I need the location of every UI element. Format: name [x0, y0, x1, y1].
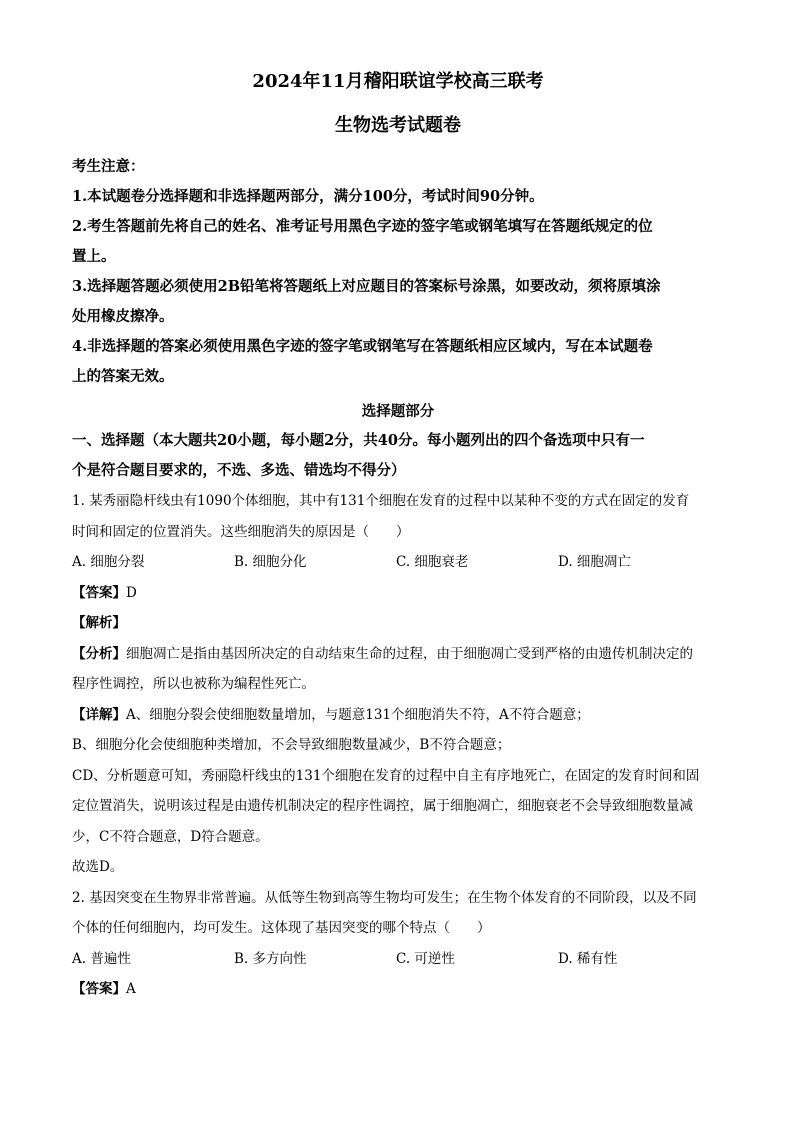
notice-heading: 考生注意： [72, 158, 145, 175]
section-instructions: 一、选择题（本大题共20小题，每小题2分，共40分。每小题列出的四个备选项中只有一 [72, 432, 645, 449]
question-options [72, 944, 724, 975]
section-title: 选择题部分 [361, 403, 435, 420]
analysis-tag: 【解析】 [72, 615, 126, 631]
answer-value: A [126, 981, 136, 997]
answer-tag: 【答案】 [72, 584, 126, 601]
option-c: C. 可逆性 [396, 950, 455, 967]
option-d: D. 细胞凋亡 [558, 554, 631, 570]
fenxi-tag: 【分析】 [72, 645, 126, 662]
notice-block [72, 152, 724, 392]
xiangjie-text: A、细胞分裂会使细胞数量增加，与题意131个细胞消失不符，A不符合题意； [126, 706, 590, 723]
xiangjie-text: CD、分析题意可知，秀丽隐杆线虫的131个细胞在发育的过程中自主有序地死亡，在固定的发育时间和固 [72, 767, 700, 784]
option-a: A. 细胞分裂 [72, 554, 145, 570]
option-a: A. 普遍性 [72, 950, 131, 967]
option-c: C. 细胞衰老 [396, 554, 469, 570]
notice-line: 1.本试题卷分选择题和非选择题两部分，满分100分，考试时间90分钟。 [72, 188, 544, 205]
xiangjie-text: B、细胞分化会使细胞种类增加，不会导致细胞数量减少，B不符合题意； [72, 737, 511, 753]
notice-line: 2.考生答题前先将自己的姓名、准考证号用黑色字迹的签字笔或钢笔填写在答题纸规定的位 [72, 218, 653, 235]
exam-title: 2024年11月稽阳联谊学校高三联考 [252, 71, 544, 92]
notice-line: 置上。 [72, 248, 116, 265]
fenxi-line [72, 639, 724, 670]
question-1 [72, 486, 724, 883]
question-options [72, 547, 724, 578]
answer-value: D [126, 584, 137, 601]
option-d: D. 稀有性 [558, 950, 618, 967]
exam-page [72, 66, 724, 1005]
notice-line: 上的答案无效。 [72, 368, 174, 385]
answer-tag: 【答案】 [72, 981, 126, 997]
exam-subtitle: 生物选考试题卷 [335, 115, 461, 136]
question-2 [72, 883, 724, 1005]
notice-line: 3.选择题答题必须使用2B铅笔将答题纸上对应题目的答案标号涂黑，如要改动，须将原填涂 [72, 278, 661, 295]
question-stem: 1. 某秀丽隐杆线虫有1090个体细胞，其中有131个细胞在发育的过程中以某种不变的方式在固定的发育 [72, 493, 690, 509]
xiangjie-text: 定位置消失，说明该过程是由遗传机制决定的程序性调控，属于细胞凋亡，细胞衰老不会导致细胞数量减 [72, 798, 693, 814]
xiangjie-tag: 【详解】 [72, 706, 126, 723]
question-stem: 时间和固定的位置消失。这些细胞消失的原因是（ ） [72, 523, 410, 540]
option-b: B. 多方向性 [234, 950, 307, 967]
fenxi-text: 细胞凋亡是指由基因所决定的自动结束生命的过程，由于细胞凋亡受到严格的由遗传机制决定的 [126, 645, 693, 662]
answer-line [72, 578, 724, 609]
conclusion: 故选D。 [72, 859, 124, 875]
section-instructions: 个是符合题目要求的，不选、多选、错选均不得分） [72, 462, 406, 479]
fenxi-text: 程序性调控，所以也被称为编程性死亡。 [72, 676, 315, 692]
analysis-line [72, 608, 724, 639]
xiangjie-text: 少，C不符合题意，D符合题意。 [72, 828, 269, 845]
notice-line: 处用橡皮擦净。 [72, 308, 174, 325]
option-b: B. 细胞分化 [234, 554, 307, 570]
question-stem: 2. 基因突变在生物界非常普遍。从低等生物到高等生物均可发生；在生物个体发育的不同阶段，以及不同 [72, 889, 697, 906]
question-stem: 个体的任何细胞内，均可发生。这体现了基因突变的哪个特点（ ） [72, 920, 491, 936]
xiangjie-line [72, 700, 724, 731]
notice-line: 4.非选择题的答案必须使用黑色字迹的签字笔或钢笔写在答题纸相应区域内，写在本试题卷 [72, 338, 653, 355]
answer-line [72, 974, 724, 1005]
